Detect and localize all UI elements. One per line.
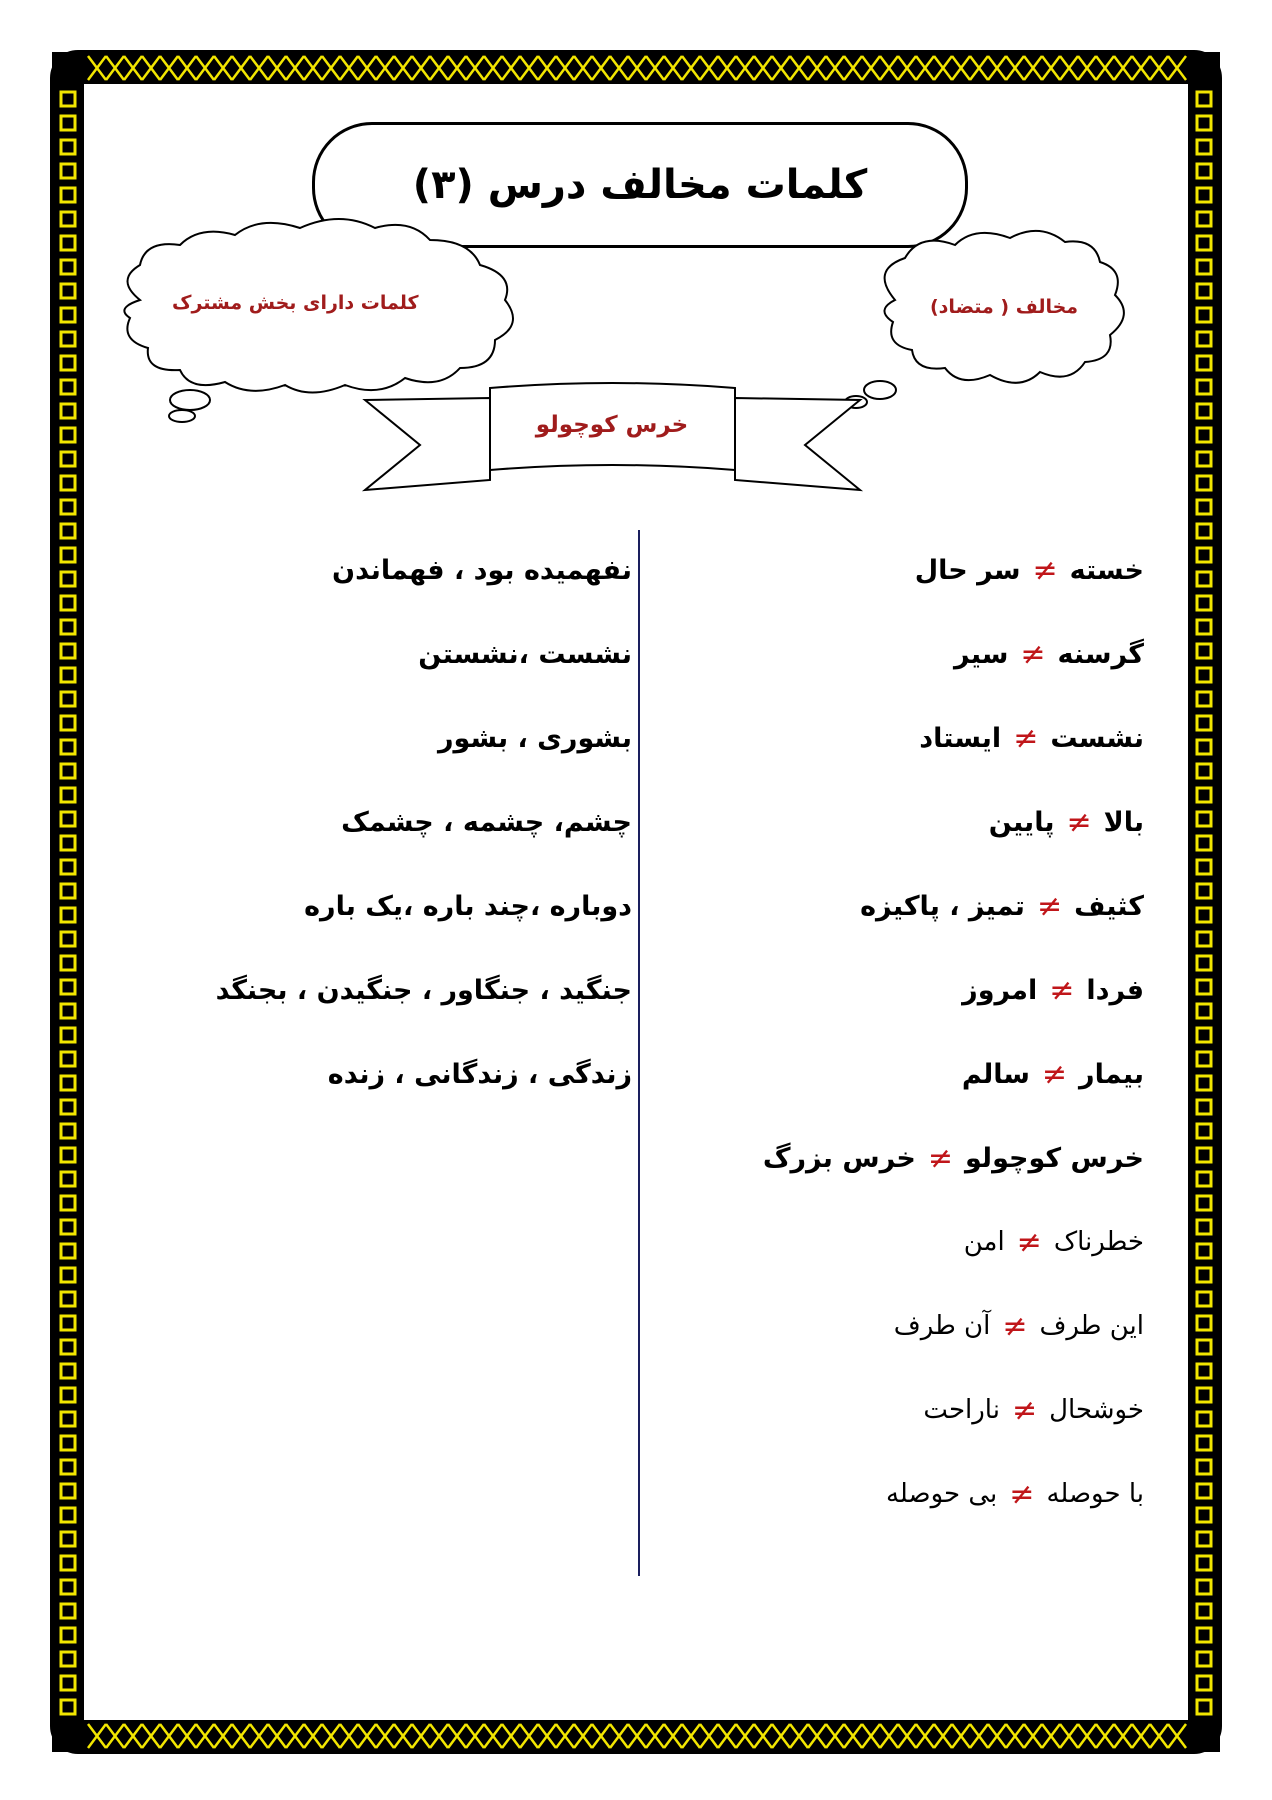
shared-part-row: بشوری ، بشور — [438, 722, 632, 754]
left-thought-cloud — [124, 219, 513, 422]
not-equal-icon: ≠ — [1016, 1224, 1042, 1260]
opposite-row — [724, 696, 1144, 780]
opposite-row — [724, 612, 1144, 696]
cloud-label-shared-words: کلمات دارای بخش مشترک — [172, 292, 419, 314]
not-equal-icon: ≠ — [1009, 1476, 1035, 1512]
not-equal-icon: ≠ — [1013, 720, 1039, 756]
opposite-row — [724, 1452, 1144, 1536]
not-equal-icon: ≠ — [927, 1140, 953, 1176]
opposite-row — [724, 1284, 1144, 1368]
opposite-word: تمیز ، پاکیزه — [860, 890, 1025, 922]
page-title: کلمات مخالف درس (۳) — [412, 162, 868, 208]
opposite-row — [724, 1200, 1144, 1284]
opposite-word: بی حوصله — [885, 1479, 998, 1509]
opposite-row — [724, 1368, 1144, 1452]
opposite-row — [724, 948, 1144, 1032]
word: فردا — [1086, 974, 1144, 1006]
banner-label: خرس کوچولو — [535, 412, 689, 438]
opposite-word: امن — [963, 1227, 1005, 1257]
word: خطرناک — [1053, 1227, 1144, 1257]
opposite-word: سر حال — [914, 554, 1021, 586]
shared-part-row: دوباره ،چند باره ،یک باره — [304, 890, 632, 922]
word: بیمار — [1079, 1058, 1144, 1090]
word: بالا — [1103, 806, 1144, 838]
word: این طرف — [1039, 1311, 1144, 1341]
opposite-word: ناراحت — [923, 1395, 1000, 1425]
opposite-word: ایستاد — [919, 722, 1002, 754]
not-equal-icon: ≠ — [1011, 1392, 1038, 1428]
opposite-word: خرس بزرگ — [762, 1142, 916, 1174]
shared-part-row: نفهمیده بود ، فهماندن — [332, 554, 632, 586]
not-equal-icon: ≠ — [1036, 888, 1063, 924]
not-equal-icon: ≠ — [1066, 804, 1092, 840]
opposite-row — [724, 1116, 1144, 1200]
word: خوشحال — [1049, 1395, 1144, 1425]
opposite-word: سیر — [954, 638, 1009, 670]
word: کثیف — [1074, 890, 1144, 922]
word: خسته — [1069, 554, 1144, 586]
opposite-row — [724, 864, 1144, 948]
opposite-word: امروز — [962, 974, 1038, 1006]
word: با حوصله — [1046, 1479, 1144, 1509]
shared-parts-list — [172, 528, 632, 1116]
opposite-row — [724, 780, 1144, 864]
column-divider — [638, 530, 640, 1576]
word: گرسنه — [1057, 638, 1144, 670]
not-equal-icon: ≠ — [1041, 1056, 1068, 1092]
opposites-list — [724, 528, 1144, 1536]
opposite-word: آن طرف — [893, 1311, 991, 1341]
opposite-word: پایین — [988, 806, 1055, 838]
shared-part-row: چشم، چشمه ، چشمک — [341, 806, 632, 838]
cloud-label-opposites: مخالف ( متضاد) — [930, 296, 1079, 318]
opposite-row — [724, 1032, 1144, 1116]
shared-part-row: زندگی ، زندگانی ، زنده — [327, 1058, 632, 1090]
not-equal-icon: ≠ — [1020, 636, 1046, 672]
shared-part-row: نشست ،نشستن — [418, 638, 632, 670]
not-equal-icon: ≠ — [1002, 1308, 1028, 1344]
opposite-row — [724, 528, 1144, 612]
not-equal-icon: ≠ — [1049, 972, 1075, 1008]
right-thought-cloud — [845, 231, 1124, 408]
word: نشست — [1050, 722, 1144, 754]
opposite-word: سالم — [961, 1058, 1030, 1090]
word: خرس کوچولو — [965, 1142, 1144, 1174]
not-equal-icon: ≠ — [1032, 552, 1058, 588]
shared-part-row: جنگید ، جنگاور ، جنگیدن ، بجنگد — [215, 974, 632, 1006]
